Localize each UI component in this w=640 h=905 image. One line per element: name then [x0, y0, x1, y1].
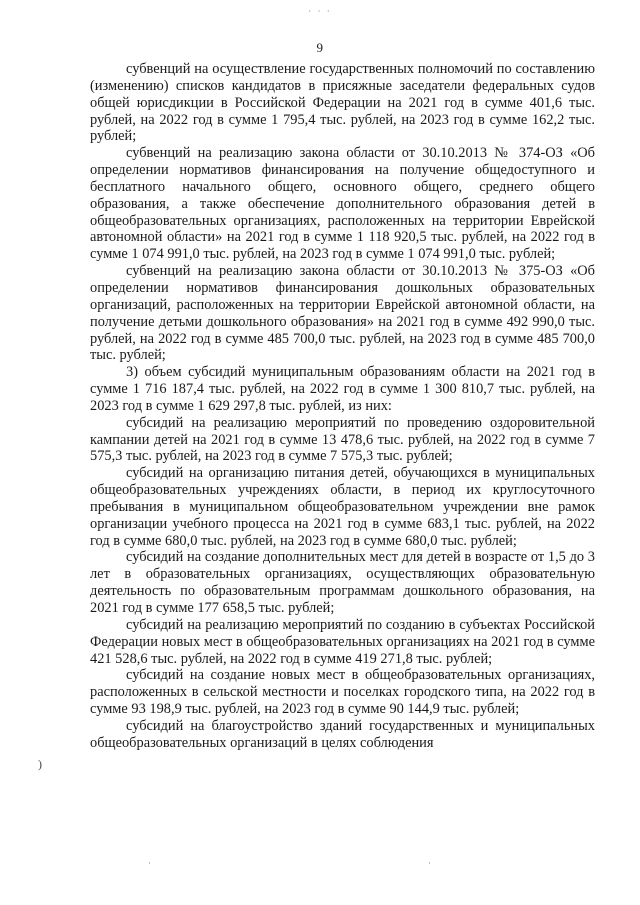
scan-artifact-bottom [0, 858, 640, 868]
scan-artifact-dots: · · · [308, 6, 332, 16]
margin-mark: ) [38, 757, 42, 771]
paragraph: субсидий на организацию питания детей, обучающихся в муниципальных общеобразовательных учреждениях области, в период их круглосуточного пребывания в муниципальном общеобразовательном учреждении вне рамок организации учебного процесса на 2021 год в сумме 683,1 тыс. рублей, на 2022 год в сумме 680,0 тыс. рублей, на 2023 год в сумме 680,0 тыс. рублей; [90, 465, 595, 549]
scan-artifact-dot: · [148, 858, 151, 868]
scan-artifact-dot: · [428, 858, 431, 868]
paragraph: субсидий на благоустройство зданий государственных и муниципальных общеобразовательных организаций в целях соблюдения [90, 717, 595, 751]
paragraph: 3) объем субсидий муниципальным образованиям области на 2021 год в сумме 1 716 187,4 тыс. рублей, на 2022 год в сумме 1 300 810,7 тыс. рублей, на 2023 год в сумме 1 629 297,8 тыс. рублей, из них: [90, 364, 595, 414]
paragraph: субсидий на создание дополнительных мест для детей в возрасте от 1,5 до 3 лет в образовательных организациях, осуществляющих образовательную деятельность по образовательным программам дошкольного образования, на 2021 год в сумме 177 658,5 тыс. рублей; [90, 549, 595, 616]
paragraph: субвенций на реализацию закона области от 30.10.2013 № 374-ОЗ «Об определении нормативов финансирования на получение общедоступного и бесплатного начального общего, основного общего, среднего общего образования, а также обеспечение дополнительного образования детей в общеобразовательных организациях, расположенных на территории Еврейской автономной области» на 2021 год в сумме 1 118 920,5 тыс. рублей, на 2022 год в сумме 1 074 991,0 тыс. рублей, на 2023 год в сумме 1 074 991,0 тыс. рублей; [90, 145, 595, 263]
paragraph: субвенций на реализацию закона области от 30.10.2013 № 375-ОЗ «Об определении нормативов финансирования дошкольных образовательных организаций, расположенных на территории Еврейской автономной области, на получение детьми дошкольного образования» на 2021 год в сумме 492 990,0 тыс. рублей, на 2022 год в сумме 485 700,0 тыс. рублей, на 2023 год в сумме 485 700,0 тыс. рублей; [90, 263, 595, 364]
paragraph: субсидий на реализацию мероприятий по проведению оздоровительной кампании детей на 2021 год в сумме 13 478,6 тыс. рублей, на 2022 год в сумме 7 575,3 тыс. рублей, на 2023 год в сумме 7 575,3 тыс. рублей; [90, 414, 595, 465]
paragraph: субсидий на реализацию мероприятий по созданию в субъектах Российской Федерации новых мест в общеобразовательных организациях на 2021 год в сумме 421 528,6 тыс. рублей, на 2022 год в сумме 419 271,8 тыс. рублей; [90, 616, 595, 667]
page-number: 9 [316, 40, 324, 55]
paragraph: субсидий на создание новых мест в общеобразовательных организациях, расположенных в сельской местности и поселках городского типа, на 2022 год в сумме 93 198,9 тыс. рублей, на 2023 год в сумме 90 144,9 тыс. рублей; [90, 667, 595, 718]
paragraph: субвенций на осуществление государственных полномочий по составлению (изменению) списков кандидатов в присяжные заседатели федеральных судов общей юрисдикции в Российской Федерации на 2021 год в сумме 401,6 тыс. рублей, на 2022 год в сумме 1 795,4 тыс. рублей, на 2023 год в сумме 162,2 тыс. рублей; [90, 61, 595, 145]
document-body [90, 61, 595, 752]
